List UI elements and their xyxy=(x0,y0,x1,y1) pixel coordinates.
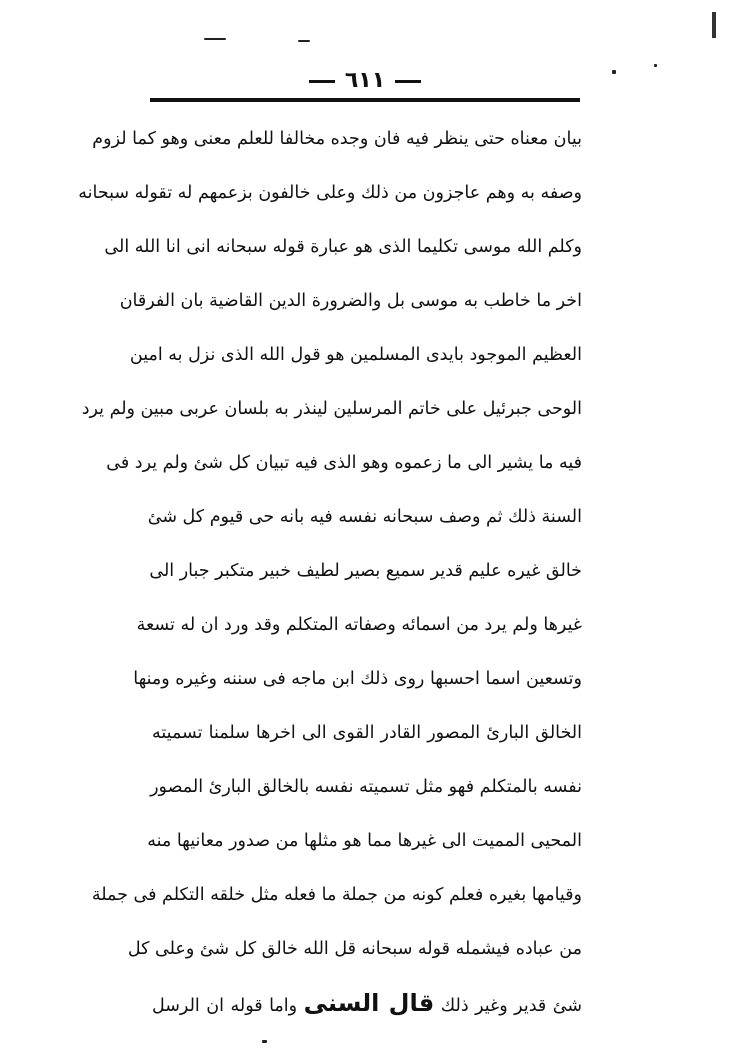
text-line: بيان معناه حتى ينظر فيه فان وجده مخالفا للعلم معنى وهو كما لزوم xyxy=(92,129,582,149)
text-line: الوحى جبرئيل على خاتم المرسلين لينذر به بلسان عربى مبين ولم يرد xyxy=(81,399,582,419)
scan-speck xyxy=(204,38,226,40)
scan-speck xyxy=(654,64,657,67)
scan-speck xyxy=(262,1040,267,1043)
text-line: فيه ما يشير الى ما زعموه وهو الذى فيه تبيان كل شئ ولم يرد فى xyxy=(106,453,582,473)
header-rule xyxy=(150,98,580,102)
text-line: وصفه به وهم عاجزون من ذلك وعلى خالفون بزعمهم له تقوله سبحانه xyxy=(78,183,582,203)
last-line-start: شئ قدير وغير ذلك xyxy=(440,996,582,1016)
text-body xyxy=(78,112,582,1030)
scan-speck xyxy=(298,40,310,42)
text-line: خالق غيره عليم قدير سميع بصير لطيف خبير متكبر جبار الى xyxy=(149,561,582,581)
text-line: وقيامها بغيره فعلم كونه من جملة ما فعله مثل خلقه التكلم فى جملة xyxy=(91,885,582,905)
section-heading: قال السنى xyxy=(303,989,435,1017)
text-line: العظيم الموجود بايدى المسلمين هو قول الله الذى نزل به امين xyxy=(129,345,582,365)
text-line: اخر ما خاطب به موسى بل والضرورة الدين القاضية بان الفرقان xyxy=(119,291,582,311)
scan-speck xyxy=(612,70,616,74)
text-line: الخالق البارئ المصور القادر القوى الى اخرها سلمنا تسميته xyxy=(152,723,582,743)
text-line-last xyxy=(152,976,582,1030)
text-line: المحيى المميت الى غيرها مما هو مثلها من صدور معانيها منه xyxy=(147,831,582,851)
last-line-end: واما قوله ان الرسل xyxy=(152,996,298,1016)
text-line: وكلم الله موسى تكليما الذى هو عبارة قوله سبحانه انى انا الله الى xyxy=(104,237,582,257)
text-line: السنة ذلك ثم وصف سبحانه نفسه فيه بانه حى قيوم كل شئ xyxy=(147,507,582,527)
page-header xyxy=(150,66,580,96)
text-line: غيرها ولم يرد من اسمائه وصفاته المتكلم وقد ورد ان له تسعة xyxy=(136,615,582,635)
scan-edge-mark xyxy=(712,12,716,38)
text-line: نفسه بالمتكلم فهو مثل تسميته نفسه بالخالق البارئ المصور xyxy=(150,777,582,797)
page-number: ٦١١ xyxy=(299,66,431,96)
text-line: وتسعين اسما احسبها روى ذلك ابن ماجه فى سننه وغيره ومنها xyxy=(133,669,582,689)
text-line: من عباده فيشمله قوله سبحانه قل الله خالق كل شئ وعلى كل xyxy=(127,939,582,959)
